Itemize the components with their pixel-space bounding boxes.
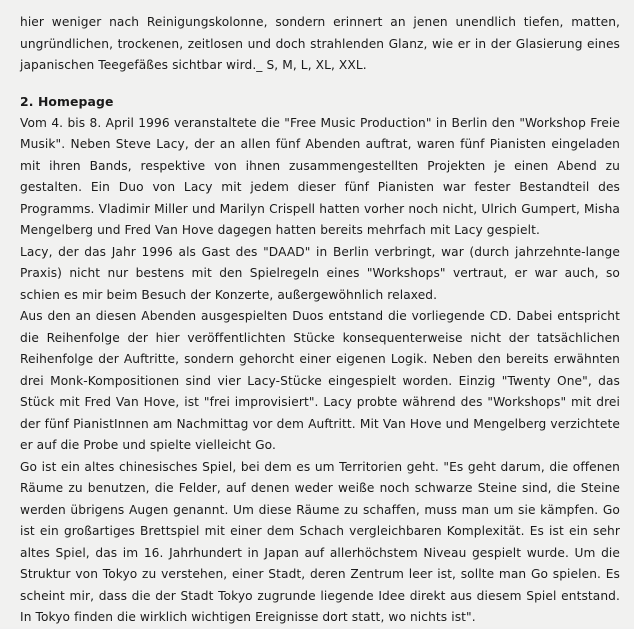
paragraph-lacy-daad: Lacy, der das Jahr 1996 als Gast des "DAAD" in Berlin verbringt, war (durch jahrzehnte-lange Praxis) nicht nur bestens mit den Spielregeln eines "Workshops" vertraut, er war auch, so schien es mir beim Besuch der Konzerte, außergewöhnlich relaxed. [20,244,620,302]
section-homepage [20,91,620,629]
paragraph-workshop: Vom 4. bis 8. April 1996 veranstaltete die "Free Music Production" in Berlin den "Workshop Freie Musik". Neben Steve Lacy, der an allen fünf Abenden auftrat, waren fünf Pianisten eingeladen mit ihren Bands, respektive von ihnen zusammengestellten Projekten je einen Abend zu gestalten. Ein Duo von Lacy mit jedem dieser fünf Pianisten war fester Bestandteil des Programms. Vladimir Miller und Marilyn Crispell hatten vorher noch nicht, Ulrich Gumpert, Misha Mengelberg und Fred Van Hove dagegen hatten bereits mehrfach mit Lacy gespielt. [20,115,620,237]
section-heading: 2. Homepage [20,94,114,109]
intro-text: hier weniger nach Reinigungskolonne, sondern erinnert an jenen unendlich tiefen, matten, ungründlichen, trockenen, zeitlosen und doch strahlenden Glanz, wie er in der Glasierung eines japanischen Teegefäßes sichtbar wird._ S, M, L, XL, XXL. [20,15,620,72]
paragraph-cd-order: Aus den an diesen Abenden ausgespielten Duos entstand die vorliegende CD. Dabei entspricht die Reihenfolge der hier veröffentlichten Stücke konsequenterweise nicht der tatsächlichen Reihenfolge der Auftritte, sondern gehorcht einer eigenen Logik. Neben den bereits erwähnten drei Monk-Kompositionen sind vier Lacy-Stücke eingespielt worden. Einzig "Twenty One", das Stück mit Fred Van Hove, ist "frei improvisiert". Lacy probte während des "Workshops" mit drei der fünf PianistInnen am Nachmittag vor dem Auftritt. Mit Van Hove und Mengelberg verzichtete er auf die Probe und spielte vielleicht Go. [20,309,620,452]
intro-paragraph [20,12,620,77]
paragraph-go-game: Go ist ein altes chinesisches Spiel, bei dem es um Territorien geht. "Es geht darum, die offenen Räume zu benutzen, die Felder, auf denen weder weiße noch schwarze Steine sind, die Steine werden übrigens Augen genannt. Um diese Räume zu schaffen, muss man um sie kämpfen. Go ist ein großartiges Brettspiel mit einer dem Schach vergleichbaren Komplexität. Es ist ein sehr altes Spiel, das im 16. Jahrhundert in Japan auf allerhöchstem Niveau gespielt wurde. Um die Struktur von Tokyo zu verstehen, einer Stadt, deren Zentrum leer ist, sollte man Go spielen. Es scheint mir, dass die der Stadt Tokyo zugrunde liegende Idee direkt aus diesem Spiel entstand. In Tokyo finden die wirklich wichtigen Ereignisse dort statt, wo nichts ist". [20,459,620,624]
